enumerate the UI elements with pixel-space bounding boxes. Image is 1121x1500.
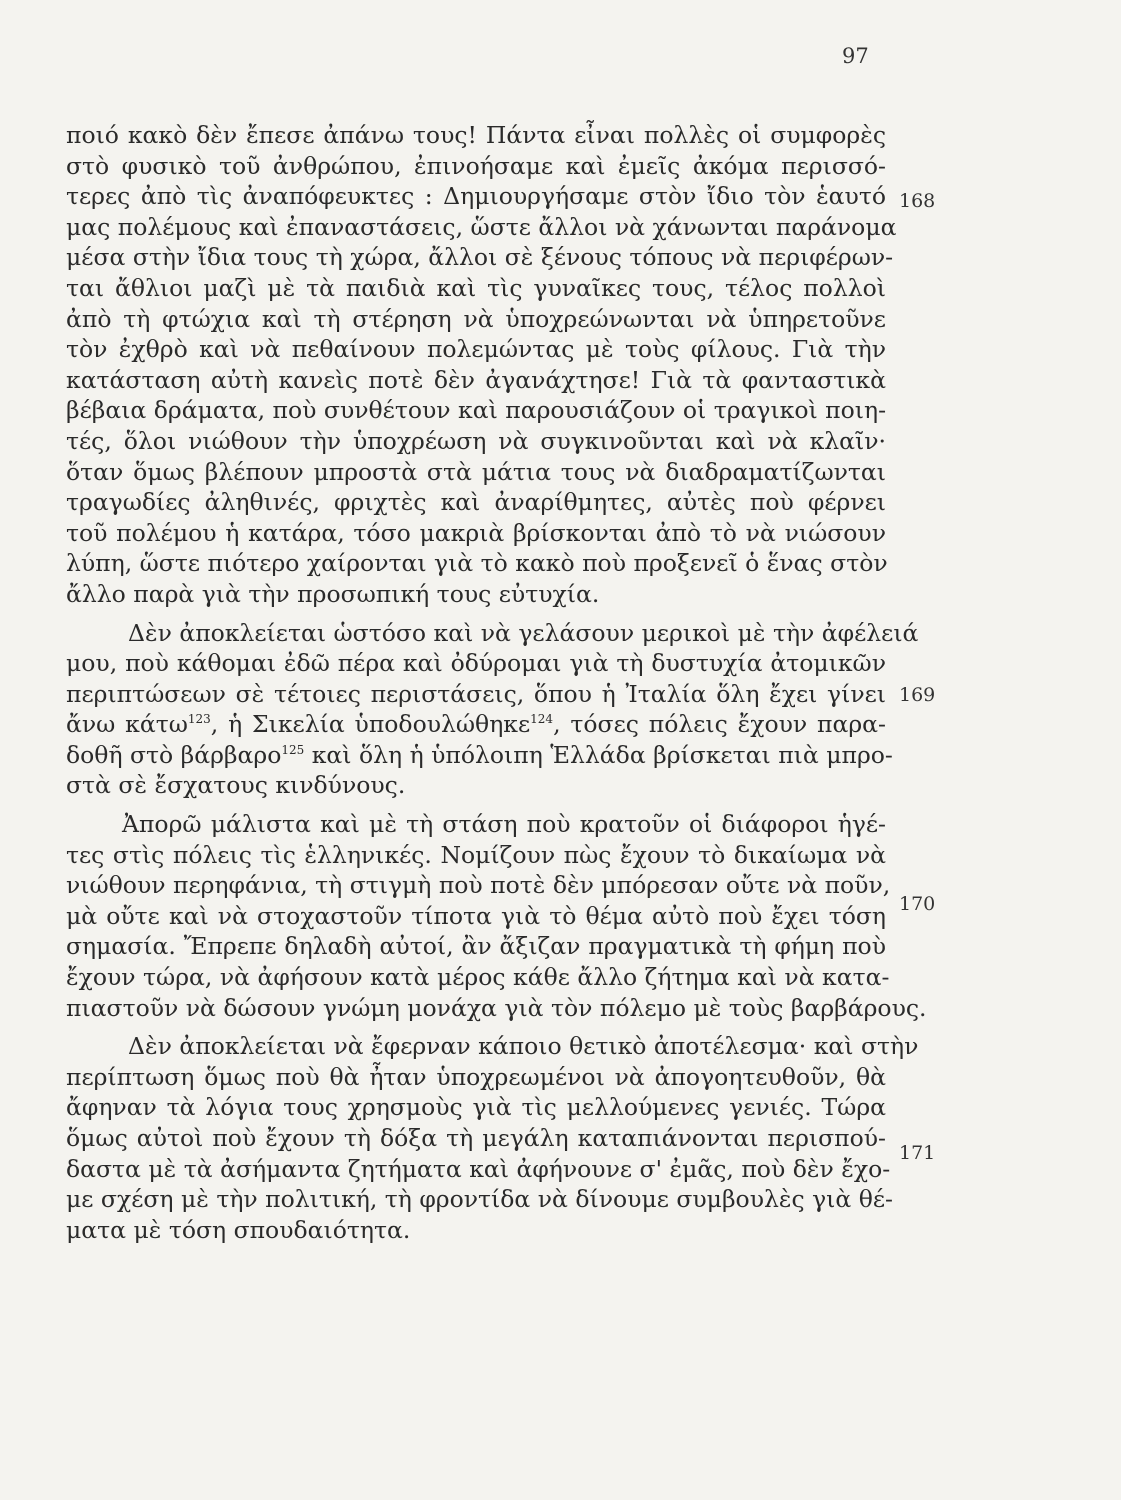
text-run: καὶ ὅλη ἡ ὑπόλοιπη Ἑλλάδα βρίσκεται πιὰ μπρο- xyxy=(304,740,893,769)
text-line: ται ἄθλιοι μαζὶ μὲ τὰ παιδιὰ καὶ τὶς γυναῖκες τους, τέλος πολλοὶ xyxy=(66,273,886,302)
text-line: μὰ οὔτε καὶ νὰ στοχαστοῦν τίποτα γιὰ τὸ θέμα αὐτὸ ποὺ ἔχει τόση xyxy=(66,901,886,930)
footnote-ref-123: 123 xyxy=(187,712,211,727)
text-line: με σχέση μὲ τὴν πολιτική, τὴ φροντίδα νὰ δίνουμε συμβουλὲς γιὰ θέ- xyxy=(66,1185,893,1214)
section-number-170: 170 xyxy=(899,893,936,915)
paragraph-1 xyxy=(66,120,897,610)
text-line: τερες ἀπὸ τὶς ἀναπόφευκτες : Δημιουργήσαμε στὸν ἴδιο τὸν ἑαυτό xyxy=(66,182,886,211)
section-number-169: 169 xyxy=(899,684,936,706)
text-line: Δὲν ἀποκλείεται νὰ ἔφερναν κάποιο θετικὸ ἀποτέλεσμα· καὶ στὴν xyxy=(128,1032,919,1061)
text-line: λύπη, ὥστε πιότερο χαίρονται γιὰ τὸ κακὸ ποὺ προξενεῖ ὁ ἕνας στὸν xyxy=(66,549,888,578)
text-run: , τόσες πόλεις ἔχουν παρα- xyxy=(553,710,886,739)
text-line: μας πολέμους καὶ ἐπαναστάσεις, ὥστε ἄλλοι νὰ χάνωνται παράνομα xyxy=(66,212,897,241)
text-line xyxy=(66,709,886,740)
text-line: δαστα μὲ τὰ ἀσήμαντα ζητήματα καὶ ἀφήνουνε σ' ἐμᾶς, ποὺ δὲν ἔχο- xyxy=(66,1154,891,1183)
text-line: τραγωδίες ἀληθινές, φριχτὲς καὶ ἀναρίθμητες, αὐτὲς ποὺ φέρνει xyxy=(66,488,886,517)
text-line: πιαστοῦν νὰ δώσουν γνώμη μονάχα γιὰ τὸν πόλεμο μὲ τοὺς βαρβάρους. xyxy=(66,993,927,1022)
text-line: Δὲν ἀποκλείεται ὡστόσο καὶ νὰ γελάσουν μερικοὶ μὲ τὴν ἀφέλειά xyxy=(128,618,919,647)
text-line: ποιό κακὸ δὲν ἔπεσε ἀπάνω τους! Πάντα εἶναι πολλὲς οἱ συμφορὲς xyxy=(66,121,886,149)
text-line: στὰ σὲ ἔσχατους κινδύνους. xyxy=(66,771,406,800)
text-line: Ἀπορῶ μάλιστα καὶ μὲ τὴ στάση ποὺ κρατοῦν οἱ διάφοροι ἡγέ- xyxy=(122,810,886,839)
text-line: μέσα στὴν ἴδια τους τὴ χώρα, ἄλλοι σὲ ξένους τόπους νὰ περιφέρων- xyxy=(66,243,894,272)
text-line: σημασία. Ἔπρεπε δηλαδὴ αὐτοί, ἂν ἄξιζαν πραγματικὰ τὴ φήμη ποὺ xyxy=(66,932,886,961)
text-line: περίπτωση ὅμως ποὺ θὰ ἦταν ὑποχρεωμένοι νὰ ἀπογοητευθοῦν, θὰ xyxy=(66,1062,886,1091)
text-line: βέβαια δράματα, ποὺ συνθέτουν καὶ παρουσιάζουν οἱ τραγικοὶ ποιη- xyxy=(66,396,887,425)
text-line: κατάσταση αὐτὴ κανεὶς ποτὲ δὲν ἀγανάχτησε! Γιὰ τὰ φανταστικὰ xyxy=(66,365,886,394)
text-line: ἔχουν τώρα, νὰ ἀφήσουν κατὰ μέρος κάθε ἄλλο ζήτημα καὶ νὰ κατα- xyxy=(66,963,890,992)
text-line: ὅμως αὐτοὶ ποὺ ἔχουν τὴ δόξα τὴ μεγάλη καταπιάνονται περισπού- xyxy=(66,1124,886,1152)
text-line: τὸν ἐχθρὸ καὶ νὰ πεθαίνουν πολεμώντας μὲ τοὺς φίλους. Γιὰ τὴν xyxy=(66,335,886,364)
text-line: νιώθουν περηφάνια, τὴ στιγμὴ ποὺ ποτὲ δὲν μπόρεσαν οὔτε νὰ ποῦν, xyxy=(66,871,891,900)
text-line: τοῦ πολέμου ἡ κατάρα, τόσο μακριὰ βρίσκονται ἀπὸ τὸ νὰ νιώσουν xyxy=(66,518,886,547)
text-run: δοθῆ στὸ βάρβαρο xyxy=(66,740,282,769)
text-line: τές, ὅλοι νιώθουν τὴν ὑποχρέωση νὰ συγκινοῦνται καὶ νὰ κλαῖν· xyxy=(66,426,886,455)
text-line: ὅταν ὅμως βλέπουν μπροστὰ στὰ μάτια τους νὰ διαδραματίζωνται xyxy=(66,457,886,486)
footnote-ref-124: 124 xyxy=(530,712,554,727)
text-line: ἀπὸ τὴ φτώχια καὶ τὴ στέρηση νὰ ὑποχρεώνωνται νὰ ὑπηρετοῦνε xyxy=(66,304,886,333)
text-line: ἄφηναν τὰ λόγια τους χρησμοὺς γιὰ τὶς μελλούμενες γενιές. Τώρα xyxy=(66,1093,886,1122)
section-number-171: 171 xyxy=(899,1142,936,1164)
text-line: περιπτώσεων σὲ τέτοιες περιστάσεις, ὅπου ἡ Ἰταλία ὅλη ἔχει γίνει xyxy=(66,679,886,708)
page-number: 97 xyxy=(842,44,869,68)
text-line: τες στὶς πόλεις τὶς ἑλληνικές. Νομίζουν πὼς ἔχουν τὸ δικαίωμα νὰ xyxy=(66,840,886,869)
text-run: , ἡ Σικελία ὑποδουλώθηκε xyxy=(210,710,531,739)
section-number-168: 168 xyxy=(899,190,936,212)
text-line: στὸ φυσικὸ τοῦ ἀνθρώπου, ἐπινοήσαμε καὶ ἐμεῖς ἀκόμα περισσό- xyxy=(66,151,886,180)
text-line: ἄλλο παρὰ γιὰ τὴν προσωπική τους εὐτυχία. xyxy=(66,579,600,608)
footnote-ref-125: 125 xyxy=(281,743,305,758)
text-run: ἄνω κάτω xyxy=(66,710,188,739)
text-line: ματα μὲ τόση σπουδαιότητα. xyxy=(66,1215,411,1244)
text-line: μου, ποὺ κάθομαι ἐδῶ πέρα καὶ ὀδύρομαι γιὰ τὴ δυστυχία ἀτομικῶν xyxy=(66,649,886,678)
text-line xyxy=(66,740,893,771)
